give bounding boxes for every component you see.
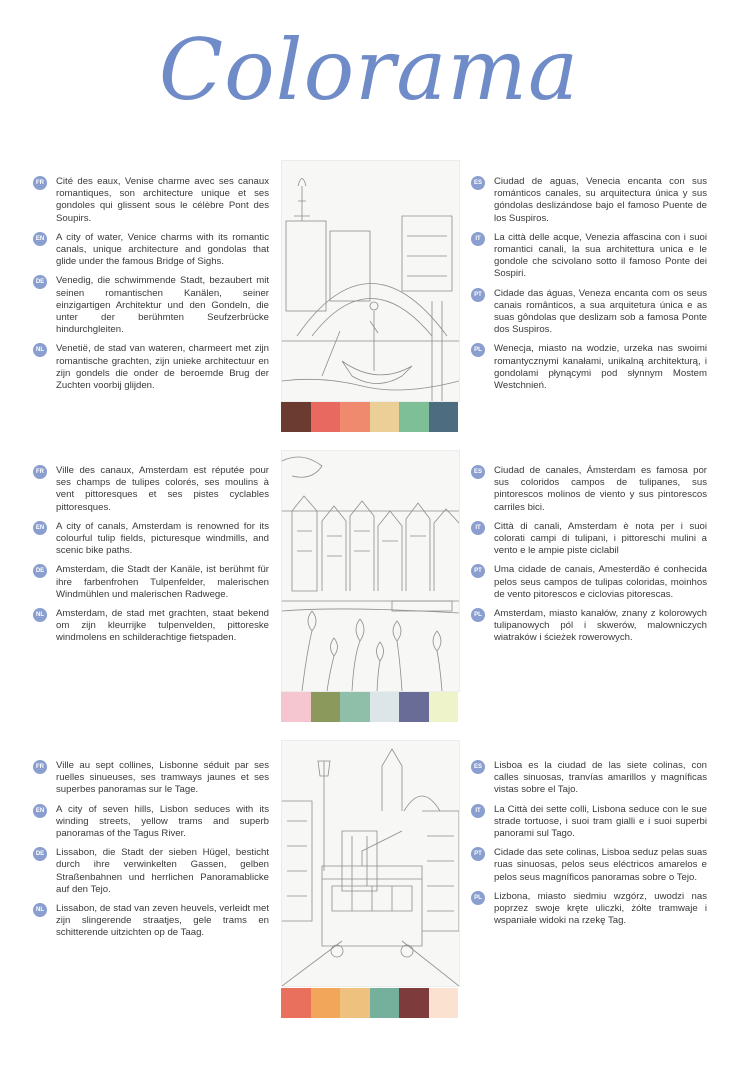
color-swatch — [399, 988, 429, 1018]
entry-fr — [33, 176, 269, 225]
entry-pl — [471, 343, 707, 392]
entry-text: Cidade das sete colinas, Lisboa seduz pelas suas ruas sinuosas, pelos seus eléctricos amarelos e pelos seus magníficos panoramas sobre o Tejo. — [494, 847, 707, 883]
language-badge-it: IT — [471, 232, 485, 246]
language-badge-pl: PL — [471, 608, 485, 622]
language-badge-fr: FR — [33, 176, 47, 190]
language-badge-pt: PT — [471, 847, 485, 861]
color-swatch — [281, 988, 311, 1018]
entry-pl — [471, 608, 707, 645]
language-badge-fr: FR — [33, 760, 47, 774]
text-column-right — [471, 176, 707, 399]
entry-en — [33, 232, 269, 269]
color-swatch — [340, 692, 370, 722]
entry-de — [33, 275, 269, 336]
entry-fr — [33, 465, 269, 514]
entry-text: Lissabon, die Stadt der sieben Hügel, besticht durch ihre verwinkelten Gassen, gelben Straßenbahnen und herrlichen Panoramablicke auf den Tejo. — [56, 847, 269, 895]
entry-text: Ciudad de aguas, Venecia encanta con sus románticos canales, su arquitectura única y sus góndolas deslizándose bajo el famoso Puente de los Suspiros. — [494, 176, 707, 224]
color-swatch — [370, 402, 400, 432]
language-badge-it: IT — [471, 521, 485, 535]
entry-text: Lisboa es la ciudad de las siete colinas, con calles sinuosas, tranvías amarillos y magníficas vistas sobre el Tajo. — [494, 760, 707, 796]
entry-pl — [471, 891, 707, 928]
text-column-left — [33, 760, 269, 947]
entry-text: A city of canals, Amsterdam is renowned for its colourful tulip fields, picturesque windmills, and scenic bike paths. — [56, 520, 269, 557]
text-column-right — [471, 760, 707, 934]
language-badge-fr: FR — [33, 465, 47, 479]
entry-nl — [33, 343, 269, 392]
entry-it — [471, 521, 707, 558]
entry-text: La città delle acque, Venezia affascina con i suoi romantici canali, la sua architettura unica e le gondole che scivolano sotto il famoso Ponte dei Sospiri. — [494, 231, 707, 280]
entry-text: Cité des eaux, Venise charme avec ses canaux romantiques, son architecture unique et ses gondoles qui glissent sous le célèbre Pont des Soupirs. — [56, 176, 269, 224]
entry-fr — [33, 760, 269, 797]
entry-it — [471, 804, 707, 841]
color-palette — [281, 402, 458, 432]
venice-illustration — [281, 160, 460, 402]
entry-text: Venetië, de stad van wateren, charmeert met zijn romantische grachten, zijn unieke architectuur en zijn gondels die onder de beroemde Brug der Zuchten voorbij glijden. — [56, 343, 269, 392]
language-badge-es: ES — [471, 176, 485, 190]
language-badge-es: ES — [471, 465, 485, 479]
entry-es — [471, 465, 707, 514]
language-badge-pl: PL — [471, 343, 485, 357]
color-swatch — [311, 988, 341, 1018]
color-swatch — [399, 402, 429, 432]
color-swatch — [429, 402, 459, 432]
entry-text: Venedig, die schwimmende Stadt, bezaubert mit seinen romantischen Kanälen, seiner einzigartigen Architektur und den Gondeln, die unter der berühmten Seufzerbrücke hindurchgleiten. — [56, 275, 269, 336]
language-badge-nl: NL — [33, 343, 47, 357]
entry-text: Ville des canaux, Amsterdam est réputée pour ses champs de tulipes colorés, ses moulins à vent pittoresques et ses pistes cyclables pittoresques. — [56, 465, 269, 513]
text-column-left — [33, 176, 269, 399]
color-swatch — [370, 988, 400, 1018]
color-swatch — [340, 402, 370, 432]
color-swatch — [429, 988, 459, 1018]
entry-text: A city of seven hills, Lisbon seduces with its winding streets, yellow trams and superb panoramas of the Tagus River. — [56, 803, 269, 840]
color-swatch — [340, 988, 370, 1018]
entry-text: A city of water, Venice charms with its romantic canals, unique architecture and gondolas that glide under the famous Bridge of Sighs. — [56, 231, 269, 268]
entry-text: Amsterdam, die Stadt der Kanäle, ist berühmt für ihre farbenfrohen Tulpenfelder, malerischen Windmühlen und malerischen Radwege. — [56, 564, 269, 600]
entry-en — [33, 521, 269, 558]
entry-text: Città di canali, Amsterdam è nota per i suoi colorati campi di tulipani, i pittoreschi mulini a vento e le ampie piste ciclabil — [494, 520, 707, 557]
entry-text: Ville au sept collines, Lisbonne séduit par ses ruelles sinueuses, ses tramways jaunes et ses superbes panoramas sur le Tage. — [56, 760, 269, 796]
entry-text: Cidade das águas, Veneza encanta com os seus canais românticos, a sua arquitetura única e as suas gôndolas que deslizam sob a famosa Ponte dos Suspiros. — [494, 287, 707, 336]
entry-pt — [471, 847, 707, 884]
entry-text: Ciudad de canales, Ámsterdam es famosa por sus coloridos campos de tulipanes, sus pintorescos molinos de viento y sus pintorescos carriles bici. — [494, 465, 707, 513]
amsterdam-illustration — [281, 450, 460, 692]
entry-nl — [33, 903, 269, 940]
language-badge-en: EN — [33, 804, 47, 818]
language-badge-de: DE — [33, 275, 47, 289]
entry-es — [471, 760, 707, 797]
color-palette — [281, 692, 458, 722]
language-badge-en: EN — [33, 232, 47, 246]
entry-text: Wenecja, miasto na wodzie, urzeka nas swoimi romantycznymi kanałami, unikalną architekturą, i gondolami płynącymi pod słynnym Mostem Westchnień. — [494, 343, 707, 392]
color-swatch — [370, 692, 400, 722]
page-title: Colorama — [158, 21, 580, 119]
language-badge-de: DE — [33, 564, 47, 578]
language-badge-pl: PL — [471, 891, 485, 905]
entry-de — [33, 847, 269, 896]
color-swatch — [311, 692, 341, 722]
entry-text: Lizbona, miasto siedmiu wzgórz, uwodzi nas poprzez swoje kręte uliczki, żółte tramwaje i wspaniałe widoki na rzekę Tag. — [494, 890, 707, 927]
color-swatch — [281, 692, 311, 722]
text-column-left — [33, 465, 269, 652]
entry-nl — [33, 608, 269, 645]
entry-en — [33, 804, 269, 841]
entry-text: Amsterdam, de stad met grachten, staat bekend om zijn kleurrijke tulpenvelden, pittoreske windmolens en schilderachtige fietspaden. — [56, 608, 269, 644]
entry-it — [471, 232, 707, 281]
entry-pt — [471, 564, 707, 601]
language-badge-it: IT — [471, 804, 485, 818]
entry-text: Amsterdam, miasto kanałów, znany z kolorowych tulipanowych pól i skwerów, malowniczych wiatraków i ścieżek rowerowych. — [494, 608, 707, 644]
language-badge-en: EN — [33, 521, 47, 535]
language-badge-nl: NL — [33, 608, 47, 622]
entry-de — [33, 564, 269, 601]
entry-text: Lissabon, de stad van zeven heuvels, verleidt met zijn slingerende straatjes, gele trams en schitterende uitzichten op de Taag. — [56, 903, 269, 939]
entry-pt — [471, 288, 707, 337]
text-column-right — [471, 465, 707, 652]
entry-text: La Città dei sette colli, Lisbona seduce con le sue strade tortuose, i suoi tram gialli e i suoi superbi panorami sul Tago. — [494, 803, 707, 840]
language-badge-de: DE — [33, 847, 47, 861]
color-palette — [281, 988, 458, 1018]
entry-text: Uma cidade de canais, Amesterdão é conhecida pelos seus campos de tulipas coloridas, moinhos de vento pitorescos e ciclovias pitorescas. — [494, 564, 707, 600]
color-swatch — [281, 402, 311, 432]
lisbon-illustration — [281, 740, 460, 987]
entry-es — [471, 176, 707, 225]
language-badge-es: ES — [471, 760, 485, 774]
language-badge-nl: NL — [33, 903, 47, 917]
language-badge-pt: PT — [471, 564, 485, 578]
language-badge-pt: PT — [471, 288, 485, 302]
color-swatch — [399, 692, 429, 722]
color-swatch — [429, 692, 459, 722]
color-swatch — [311, 402, 341, 432]
